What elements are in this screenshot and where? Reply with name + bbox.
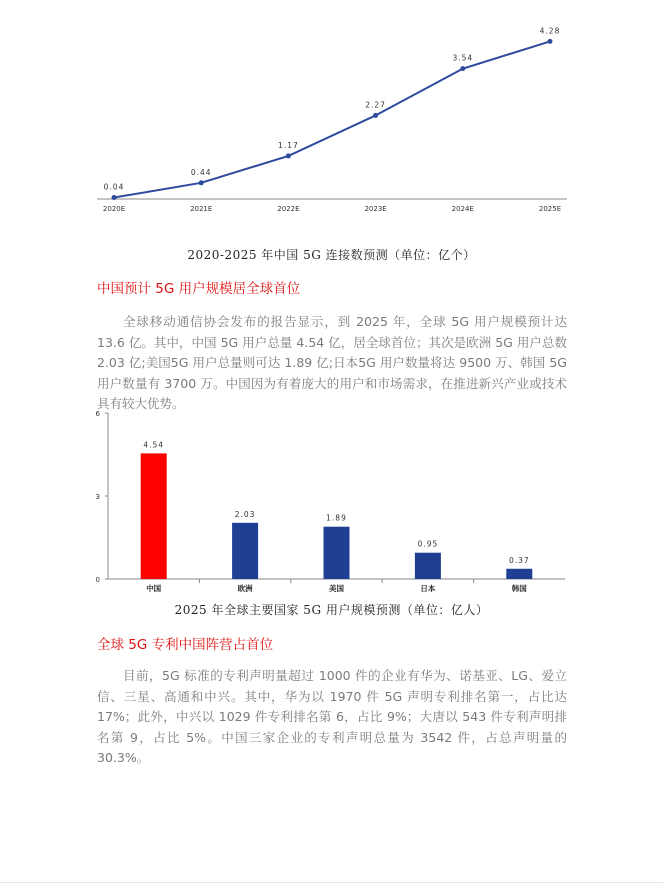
bar bbox=[506, 569, 532, 579]
paragraph-patents: 目前，5G 标准的专利声明量超过 1000 件的企业有华为、诺基亚、LG、爱立信、三星、高通和中兴。其中，华为以 1970 件 5G 声明专利排名第一，占比达 17%；此外，中兴以 1029 件专利排名第 6，占比 9%；大唐以 543 件专利声明排名第 9，占比 5%。中国三家企业的专利声明总量为 3542 件，占总声明量的 30.3%。 bbox=[97, 668, 567, 765]
section-heading-patents: 全球 5G 专利中国阵营占首位 bbox=[97, 637, 274, 653]
bar-data-label: 4.54 bbox=[143, 440, 165, 450]
bar-data-label: 0.37 bbox=[508, 555, 530, 565]
bar-data-label: 2.03 bbox=[234, 509, 256, 519]
data-point bbox=[373, 113, 378, 118]
x-tick-label: 2024E bbox=[451, 205, 474, 213]
x-category-label: 美国 bbox=[329, 584, 344, 593]
x-tick-label: 2025E bbox=[538, 205, 562, 213]
page-bottom-rule bbox=[0, 882, 663, 883]
y-tick-label: 6 bbox=[95, 410, 100, 418]
paragraph-user-scale: 全球移动通信协会发布的报告显示，到 2025 年，全球 5G 用户规模预计达 13.6 亿。其中，中国 5G 用户总量 4.54 亿，居全球首位；其次是欧洲 5G 用户总数 2.03 亿;美国5G 用户总量则可达 1.89 亿;日本5G 用户数量将达 9500 万、韩国 5G 用户数量有 3700 万。中国因为有着庞大的用户和市场需求，在推进新兴产业或技术具有较大优势。 bbox=[97, 314, 567, 411]
data-label: 0.04 bbox=[103, 182, 125, 192]
data-label: 4.28 bbox=[539, 26, 561, 36]
data-point bbox=[286, 153, 291, 158]
y-tick-label: 0 bbox=[95, 576, 100, 584]
bar-chart bbox=[90, 405, 570, 597]
x-category-label: 欧洲 bbox=[237, 584, 253, 593]
data-label: 1.17 bbox=[278, 140, 299, 150]
line-chart-caption: 2020-2025 年中国 5G 连接数预测（单位：亿个） bbox=[187, 248, 476, 262]
data-label: 0.44 bbox=[190, 167, 212, 177]
x-tick-label: 2022E bbox=[277, 205, 300, 213]
data-point bbox=[548, 39, 553, 44]
bar-data-label: 0.95 bbox=[417, 539, 439, 549]
section-heading-user-scale: 中国预计 5G 用户规模居全球首位 bbox=[97, 281, 301, 297]
data-point bbox=[460, 66, 465, 71]
x-category-label: 韩国 bbox=[511, 584, 527, 593]
x-category-label: 日本 bbox=[420, 584, 436, 593]
bar bbox=[324, 527, 350, 579]
bar bbox=[415, 553, 441, 579]
data-point bbox=[199, 180, 204, 185]
data-point bbox=[112, 195, 117, 200]
x-tick-label: 2023E bbox=[364, 205, 387, 213]
data-label: 2.27 bbox=[365, 100, 386, 110]
bar bbox=[232, 523, 258, 579]
series-line bbox=[114, 41, 550, 197]
line-chart bbox=[97, 18, 567, 218]
bar-data-label: 1.89 bbox=[326, 513, 347, 523]
y-tick-label: 3 bbox=[95, 493, 100, 501]
x-tick-label: 2021E bbox=[190, 205, 213, 213]
bar bbox=[141, 453, 167, 579]
bar-chart-caption: 2025 年全球主要国家 5G 用户规模预测（单位：亿人） bbox=[174, 603, 489, 617]
x-tick-label: 2020E bbox=[102, 205, 126, 213]
x-category-label: 中国 bbox=[146, 584, 162, 593]
data-label: 3.54 bbox=[452, 53, 474, 63]
